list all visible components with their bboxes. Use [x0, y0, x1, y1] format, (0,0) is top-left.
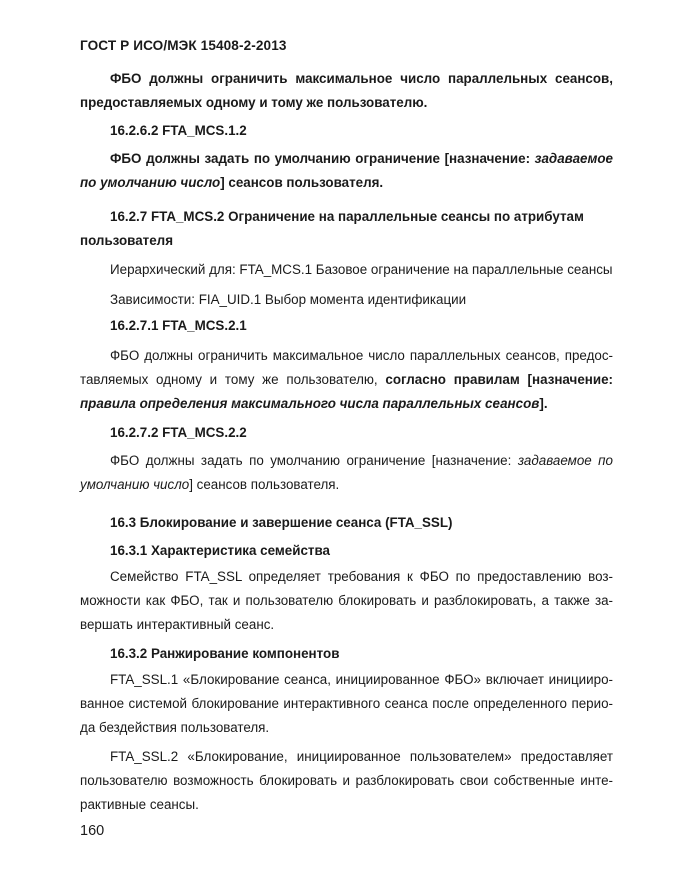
section-heading-16-3: 16.3 Блокирование и завершение сеанса (FTA_SSL) — [110, 515, 453, 530]
section-heading-16-3-2: 16.3.2 Ранжирование компонентов — [110, 646, 340, 661]
paragraph-fta-mcs-1-1 — [80, 67, 613, 115]
paragraph-line: ванное системой блокирование интерактивного сеанса после определенного перио- — [80, 696, 613, 711]
italic-text-run: задаваемое — [534, 151, 613, 166]
paragraph-line — [80, 147, 613, 171]
paragraph-family-behaviour — [80, 565, 613, 637]
paragraph-line — [80, 368, 613, 392]
text-run: ] сеансов пользователя. — [189, 477, 340, 492]
paragraph-line: FTA_SSL.2 «Блокирование, инициированное пользователем» предоставляет — [110, 749, 613, 764]
paragraph-line: пользователю возможность блокировать и разблокировать свои собственные инте- — [80, 773, 613, 788]
paragraph-line — [80, 392, 613, 416]
paragraph-line: можности как ФБО, так и пользователю блокировать и разблокировать, а также за- — [80, 593, 613, 608]
paragraph-line: FTA_SSL.1 «Блокирование сеанса, инициированное ФБО» включает иницииро- — [110, 672, 613, 687]
section-heading-16-2-6-2: 16.2.6.2 FTA_MCS.1.2 — [110, 123, 247, 138]
paragraph-fta-ssl-2 — [80, 745, 613, 817]
text-run: ]. — [539, 396, 548, 411]
heading-line: пользователя — [80, 233, 174, 248]
document-header: ГОСТ Р ИСО/МЭК 15408-2-2013 — [80, 38, 287, 53]
paragraph-fta-ssl-1 — [80, 668, 613, 740]
page-number: 160 — [80, 823, 105, 839]
text-run: ФБО должны задать по умолчанию ограничение [назначение: — [110, 151, 535, 166]
paragraph-line: рактивные сеансы. — [80, 797, 199, 812]
text-run: ] сеансов пользователя. — [220, 175, 384, 190]
paragraph-line: ФБО должны ограничить максимальное число параллельных сеансов, — [110, 71, 613, 86]
section-heading-16-2-7-2: 16.2.7.2 FTA_MCS.2.2 — [110, 425, 247, 440]
text-run: тавляемых одному и тому же пользователю, — [80, 372, 386, 387]
heading-line: 16.2.7 FTA_MCS.2 Ограничение на параллельные сеансы по атрибутам — [110, 209, 584, 224]
dependencies-line: Зависимости: FIA_UID.1 Выбор момента идентификации — [110, 292, 467, 307]
italic-text-run: правила определения максимального числа параллельных сеансов — [80, 396, 540, 411]
section-heading-16-2-7-1: 16.2.7.1 FTA_MCS.2.1 — [110, 318, 247, 333]
paragraph-line: ФБО должны ограничить максимальное число параллельных сеансов, предос- — [110, 348, 613, 363]
bold-text-run: согласно правилам [назначение: — [385, 372, 613, 387]
paragraph-fta-mcs-1-2 — [80, 147, 613, 195]
italic-text-run: умолчанию число — [80, 477, 190, 492]
text-run: ФБО должны задать по умолчанию ограничение [назначение: — [110, 453, 518, 468]
italic-text-run: по умолчанию число — [80, 175, 221, 190]
paragraph-line — [80, 449, 613, 473]
hierarchical-line: Иерархический для: FTA_MCS.1 Базовое ограничение на параллельные сеансы — [110, 262, 613, 277]
paragraph-line: вершать интерактивный сеанс. — [80, 617, 275, 632]
section-heading-16-2-7 — [80, 205, 613, 253]
paragraph-line: предоставляемых одному и тому же пользователю. — [80, 95, 428, 110]
paragraph-fta-mcs-2-1 — [80, 344, 613, 416]
paragraph-line: да бездействия пользователя. — [80, 720, 270, 735]
paragraph-fta-mcs-2-2 — [80, 449, 613, 497]
paragraph-line — [80, 171, 613, 195]
italic-text-run: задаваемое по — [517, 453, 613, 468]
paragraph-line: Семейство FTA_SSL определяет требования к ФБО по предоставлению воз- — [110, 569, 613, 584]
paragraph-line — [80, 473, 613, 497]
section-heading-16-3-1: 16.3.1 Характеристика семейства — [110, 543, 330, 558]
